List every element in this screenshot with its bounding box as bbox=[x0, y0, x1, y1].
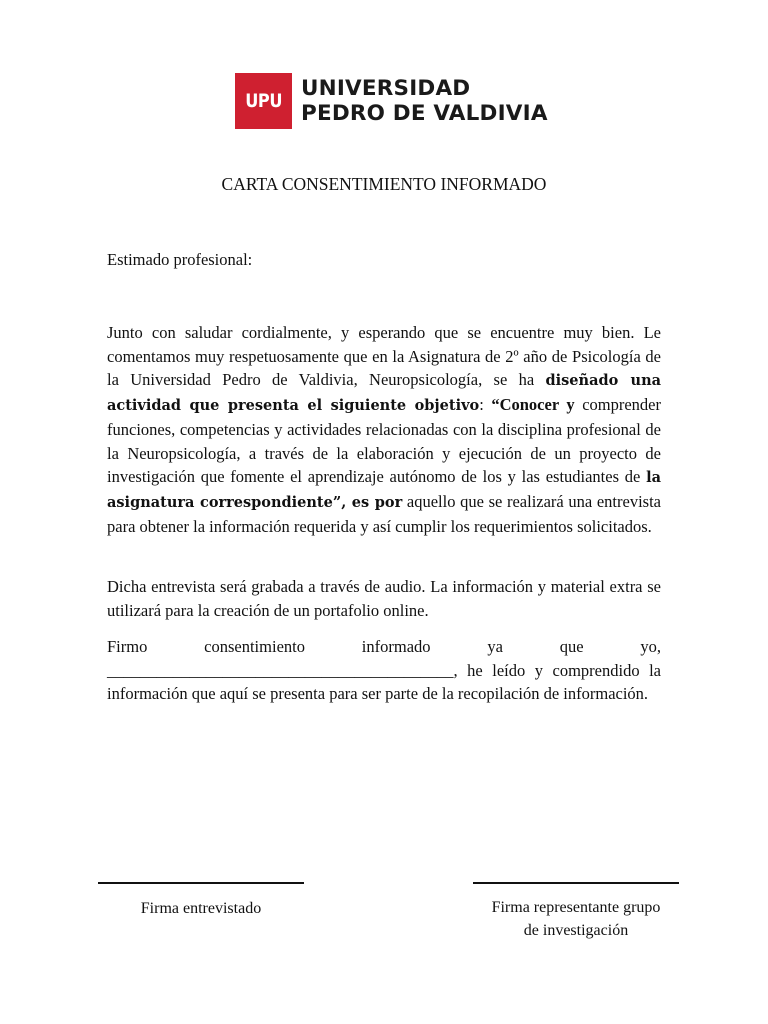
intro-bold-quote-start: “Conocer y bbox=[491, 395, 575, 415]
paragraph-recording: Dicha entrevista será grabada a través de audio. La información y material extra se utilizará para la creación de un portafolio online. bbox=[107, 577, 661, 620]
signature-label-research-group-line-1: Firma representante grupo bbox=[491, 899, 661, 916]
university-logo bbox=[235, 73, 548, 129]
intro-text-4: aquello que se realizará una entrevista para obtener la información requerida y así cumplir los requerimientos solicitados. bbox=[107, 491, 662, 536]
intro-text-3: comprender funciones, competencias y actividades relacionadas con la disciplina profesional de la Neuropsicología, a través de la elaboración y ejecución de un proyecto de investigación que fomente el aprendizaje autónomo de los y las estudiantes de bbox=[107, 395, 661, 487]
signature-line-research-group bbox=[473, 882, 679, 884]
logo-wordmark bbox=[301, 76, 548, 126]
signature-label-research-group bbox=[466, 896, 686, 942]
paragraph-consent: Firmo consentimiento informado ya que yo, __________________________________________, he leído y comprendido la información que aquí se presenta para ser parte de la recopilación de información. bbox=[107, 637, 661, 704]
logo-line-1: UNIVERSIDAD bbox=[301, 76, 471, 101]
document-title: CARTA CONSENTIMIENTO INFORMADO bbox=[221, 174, 547, 194]
intro-text-2: : bbox=[479, 395, 492, 415]
intro-bold-subject: la asignatura correspondiente”, es por bbox=[107, 469, 661, 511]
signature-line-interviewee bbox=[98, 882, 304, 884]
logo-mark-text: UPU bbox=[245, 90, 282, 112]
greeting: Estimado profesional: bbox=[107, 250, 253, 269]
signature-label-interviewee: Firma entrevistado bbox=[140, 900, 262, 917]
logo-line-2: PEDRO DE VALDIVIA bbox=[301, 101, 548, 126]
intro-bold-objective: diseñado una actividad que presenta el siguiente objetivo bbox=[107, 372, 662, 415]
signature-label-research-group-line-2: de investigación bbox=[523, 922, 629, 939]
paragraph-intro bbox=[107, 321, 661, 538]
logo-mark bbox=[235, 73, 292, 129]
intro-text-1: Junto con saludar cordialmente, y esperando que se encuentre muy bien. Le comentamos muy respetuosamente que en la Asignatura de 2º año de Psicología de la Universidad Pedro de Valdivia, Neuropsicología, se ha bbox=[107, 323, 661, 390]
